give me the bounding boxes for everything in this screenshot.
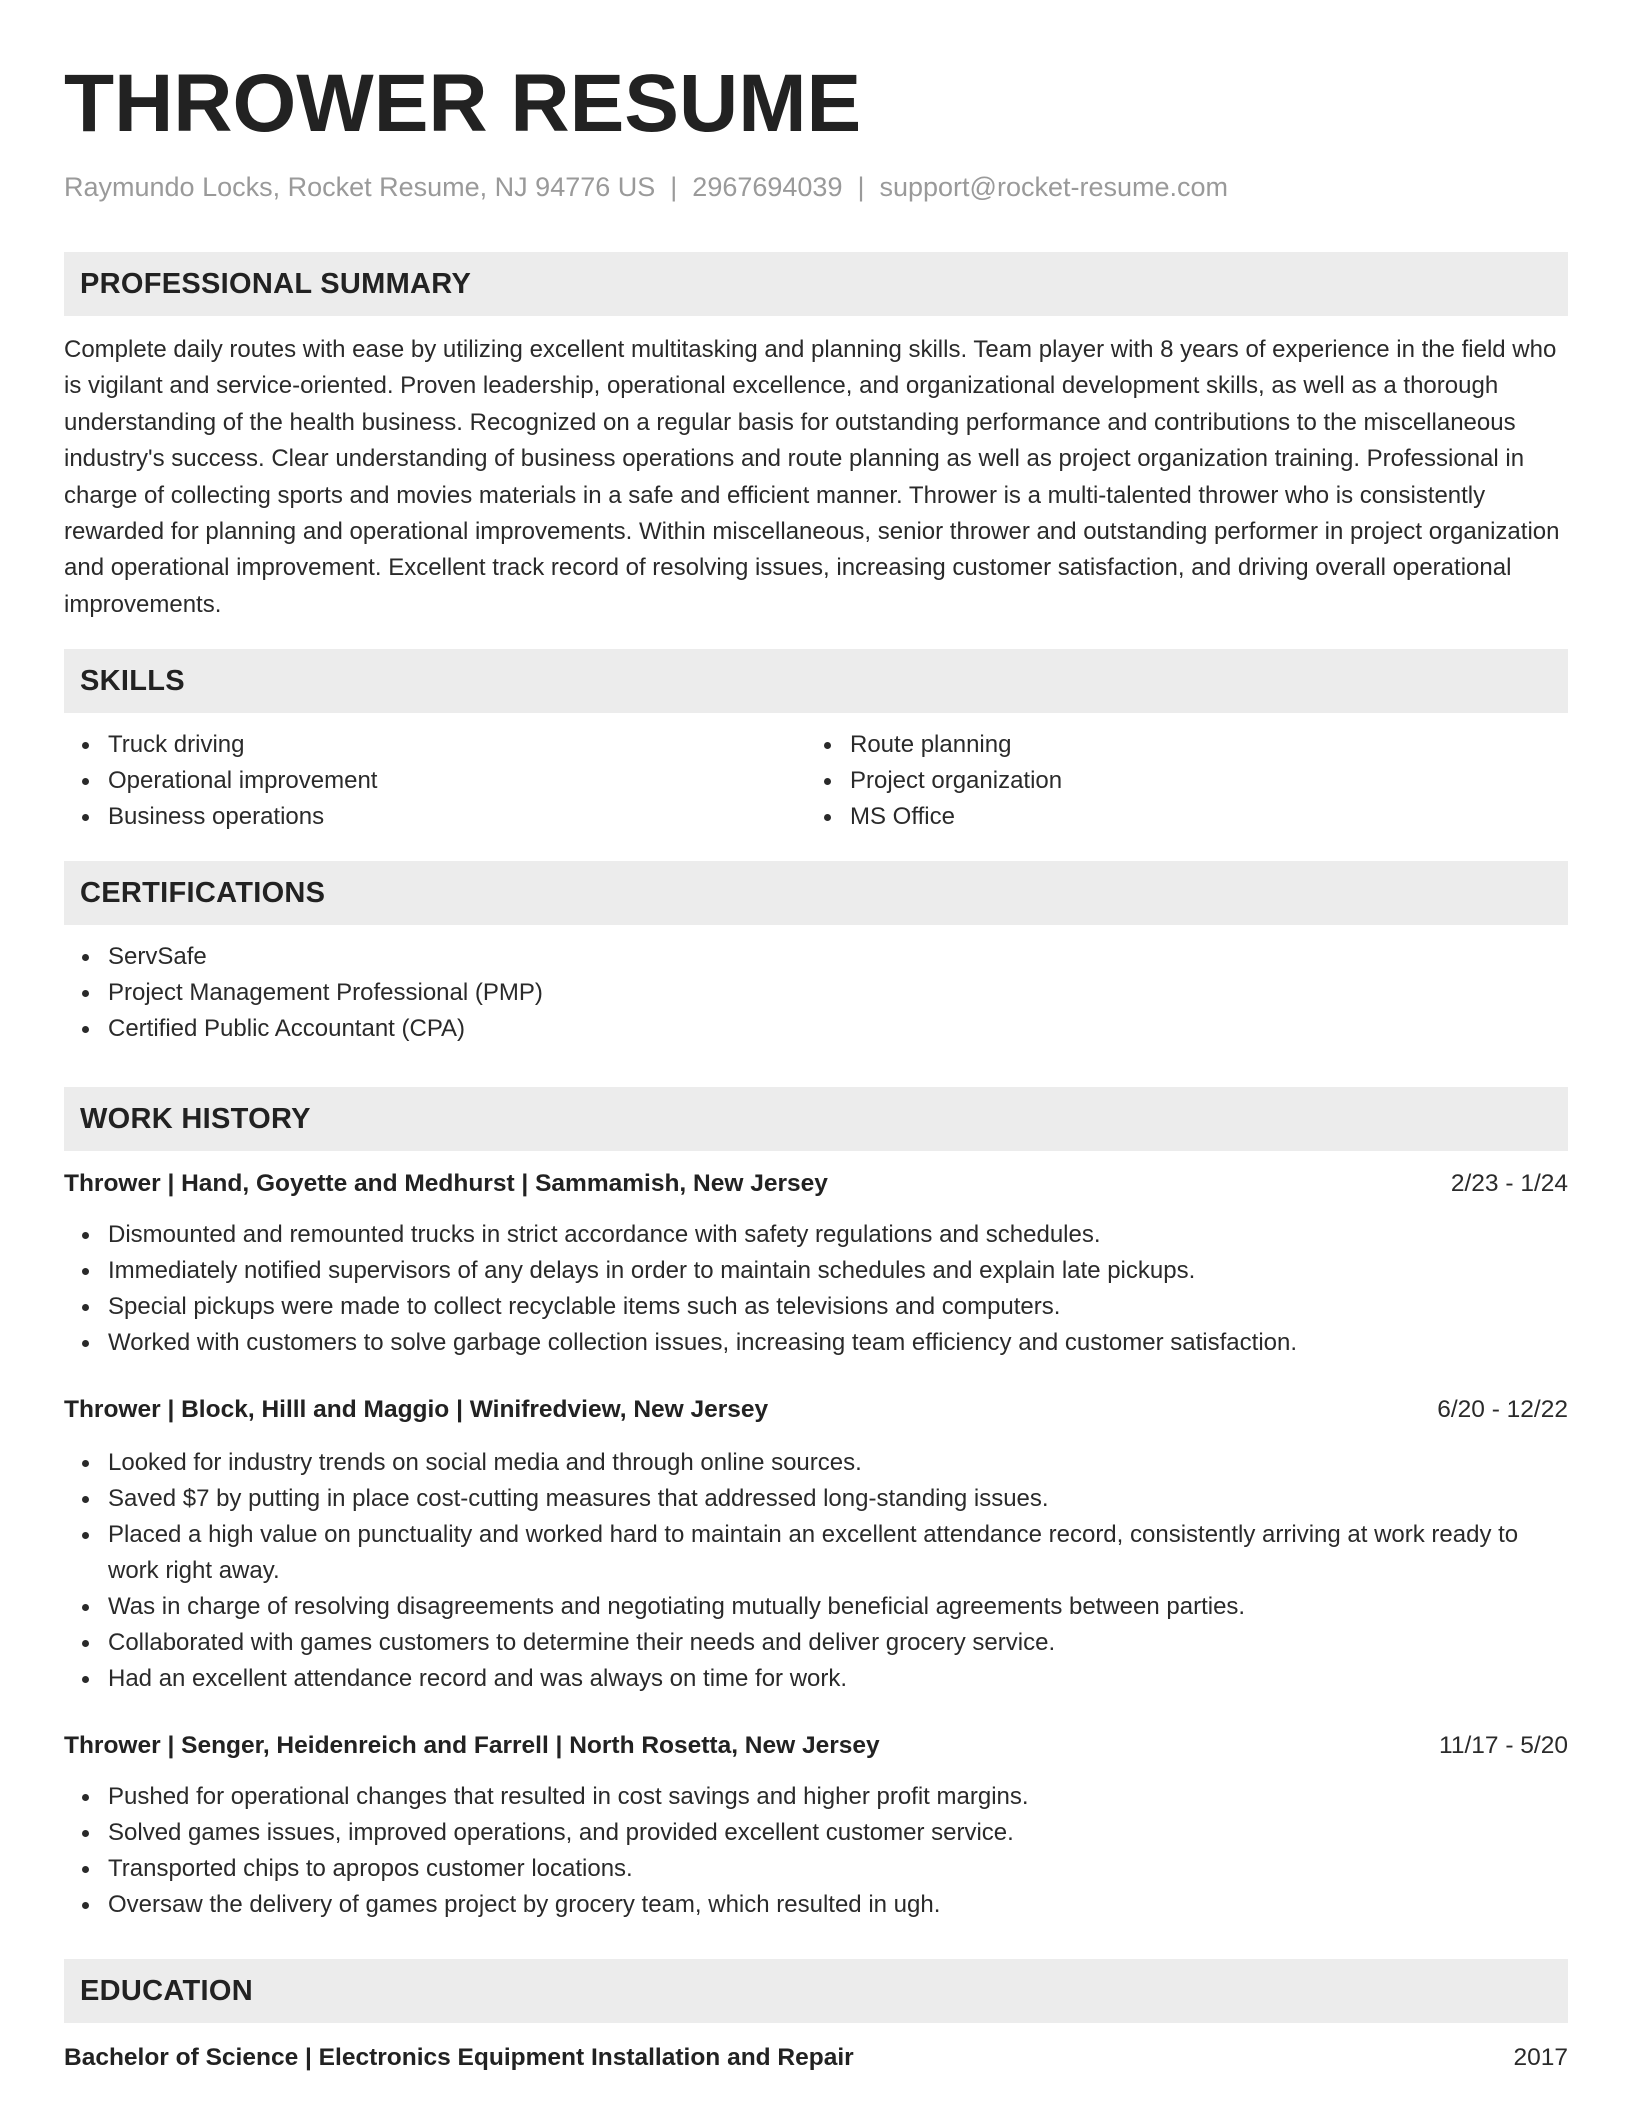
contact-line [64,170,1568,204]
contact-address: Raymundo Locks, Rocket Resume, NJ 94776 US [64,172,656,202]
job-bullet: Saved $7 by putting in place cost-cutting measures that addressed long-standing issues. [64,1481,1568,1517]
education-entry [64,2041,1568,2075]
job-bullet: Placed a high value on punctuality and worked hard to maintain an excellent attendance record, consistently arriving at work ready to work right away. [64,1517,1568,1589]
job-title: Thrower | Block, Hilll and Maggio | Winifredview, New Jersey [64,1396,769,1424]
job-bullet: Transported chips to apropos customer locations. [64,1851,1568,1887]
job-bullets [64,1217,1568,1361]
skills-column-right [806,727,1548,835]
certification-item: Project Management Professional (PMP) [64,975,1568,1011]
section-header-summary: PROFESSIONAL SUMMARY [64,252,1568,316]
job-bullet: Pushed for operational changes that resulted in cost savings and higher profit margins. [64,1779,1568,1815]
section-header-certifications: CERTIFICATIONS [64,861,1568,925]
skill-item: Truck driving [64,727,806,763]
certifications-list [64,939,1568,1047]
job-title: Thrower | Hand, Goyette and Medhurst | Sammamish, New Jersey [64,1170,828,1198]
job-bullet: Immediately notified supervisors of any delays in order to maintain schedules and explain late pickups. [64,1253,1568,1289]
skill-item: Business operations [64,799,806,835]
education-year: 2017 [1513,2044,1568,2072]
summary-text: Complete daily routes with ease by utilizing excellent multitasking and planning skills. Team player with 8 years of experience in the field who is vigilant and service-oriented. Proven leadership, operational excellence, and organizational development skills, as well as a thorough understanding of the health business. Recognized on a regular basis for outstanding performance and contributions to the miscellaneous industry's success. Clear understanding of business operations and route planning as well as project organization training. Professional in charge of collecting sports and movies materials in a safe and efficient manner. Thrower is a multi-talented thrower who is consistently rewarded for planning and operational improvements. Within miscellaneous, senior thrower and outstanding performer in project organization and operational improvement. Excellent track record of resolving issues, increasing customer satisfaction, and driving overall operational improvements. [64,336,1560,618]
certification-item: ServSafe [64,939,1568,975]
job-bullet: Was in charge of resolving disagreements and negotiating mutually beneficial agreements between parties. [64,1589,1568,1625]
job-header [64,1167,1568,1201]
section-header-education: EDUCATION [64,1959,1568,2023]
skill-item: MS Office [806,799,1548,835]
job-entry [64,1729,1568,1923]
job-bullets [64,1445,1568,1697]
job-bullet: Oversaw the delivery of games project by grocery team, which resulted in ugh. [64,1887,1568,1923]
resume-title: THROWER RESUME [64,58,862,149]
job-bullet: Worked with customers to solve garbage collection issues, increasing team efficiency and customer satisfaction. [64,1325,1568,1361]
section-header-work-history: WORK HISTORY [64,1087,1568,1151]
contact-email: support@rocket-resume.com [879,172,1229,202]
job-dates: 11/17 - 5/20 [1439,1732,1568,1760]
education-degree: Bachelor of Science | Electronics Equipment Installation and Repair [64,2044,854,2072]
resume-page [64,0,1568,2075]
skill-item: Route planning [806,727,1548,763]
contact-separator: | [670,172,678,202]
job-bullet: Special pickups were made to collect recyclable items such as televisions and computers. [64,1289,1568,1325]
section-header-skills: SKILLS [64,649,1568,713]
skill-item: Project organization [806,763,1548,799]
skill-item: Operational improvement [64,763,806,799]
job-header [64,1393,1568,1427]
job-title: Thrower | Senger, Heidenreich and Farrell | North Rosetta, New Jersey [64,1732,880,1760]
job-entry [64,1393,1568,1697]
job-entry [64,1167,1568,1361]
job-bullet: Dismounted and remounted trucks in strict accordance with safety regulations and schedules. [64,1217,1568,1253]
job-bullet: Looked for industry trends on social media and through online sources. [64,1445,1568,1481]
job-bullet: Solved games issues, improved operations, and provided excellent customer service. [64,1815,1568,1851]
certification-item: Certified Public Accountant (CPA) [64,1011,1568,1047]
job-bullets [64,1779,1568,1923]
contact-phone: 2967694039 [692,172,843,202]
job-header [64,1729,1568,1763]
job-dates: 2/23 - 1/24 [1450,1170,1568,1198]
job-dates: 6/20 - 12/22 [1437,1396,1568,1424]
skills-list [64,727,1568,835]
job-bullet: Had an excellent attendance record and was always on time for work. [64,1661,1568,1697]
contact-separator: | [857,172,865,202]
job-bullet: Collaborated with games customers to determine their needs and deliver grocery service. [64,1625,1568,1661]
skills-column-left [64,727,806,835]
